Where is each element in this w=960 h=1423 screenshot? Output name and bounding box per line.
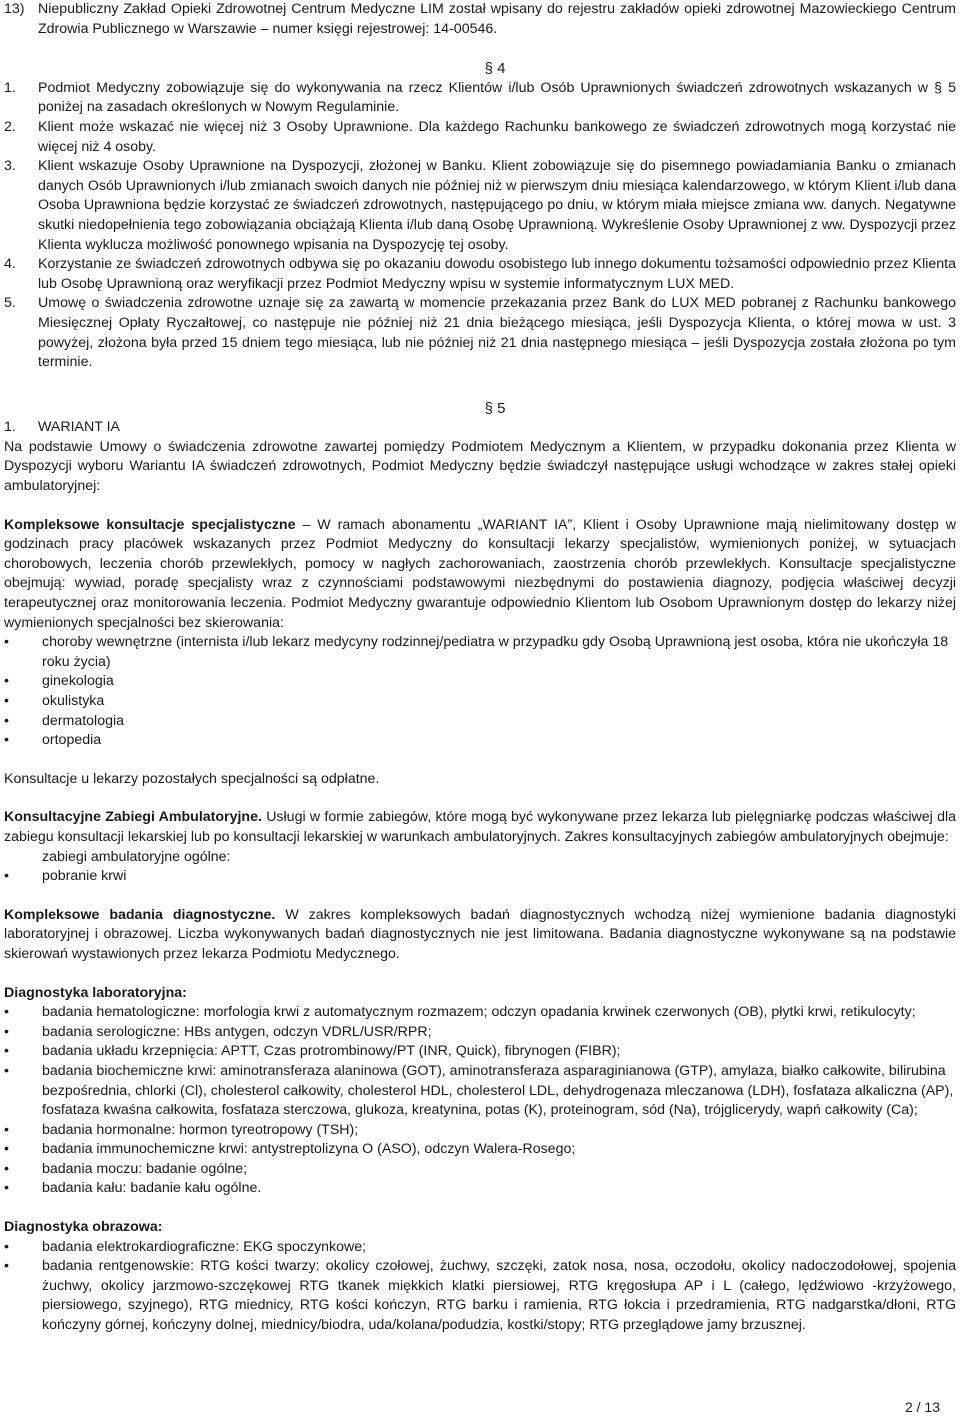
section-4-item: 4. Korzystanie ze świadczeń zdrowotnych odbywa się po okazaniu dowodu osobistego lub innego dokumentu tożsamości odpowiednio przez Klienta lub Osobę Uprawnioną oraz weryfikacji przez Podmiot Medyczny wpisu w systemie informatycznym LUX MED. <box>4 256 956 292</box>
list-item: • badania rentgenowskie: RTG kości twarzy: okolicy czołowej, żuchwy, szczęki, zatok nosa, nosa, oczodołu, okolicy nadoczodołowej, spojenia żuchwy, okolicy jarzmowo-szczękowej RTG tkanek miękkich klatki piersiowej, RTG kręgosłupa AP i L (całego, lędźwiowo -krzyżowego, piersiowego, szyjnego), RTG miednicy, RTG kości kończyn, RTG barku i ramienia, RTG łokcia i przedramienia, RTG nadgarstka/dłoni, RTG kończyny górnej, kończyny dolnej, miednicy/biodra, uda/kolana/podudzia, kostki/stopy; RTG przeglądowe jamy brzusznej. <box>4 1258 956 1334</box>
list-item: • badania hematologiczne: morfologia krwi z automatycznym rozmazem; odczyn opadania krwinek czerwonych (OB), płytki krwi, retikulocyty; <box>4 1004 916 1021</box>
consultations-title: Kompleksowe konsultacje specjalistyczne <box>4 516 296 533</box>
list-item: • badania hormonalne: hormon tyreotropowy (TSH); <box>4 1121 359 1138</box>
paid-note: Konsultacje u lekarzy pozostałych specjalności są odpłatne. <box>4 770 380 787</box>
list-item: • badania biochemiczne krwi: aminotransferaza alaninowa (GOT), aminotransferaza asparaginianowa (GTP), amylaza, białko całkowite, bilirubina bezpośrednia, chlorki (Cl), cholesterol całkowity, cholesterol HDL, cholesterol LDL, dehydrogenaza mleczanowa (LDH), fosfataza alkaliczna (AP), fosfataza kwaśna całkowita, fosfataza sterczowa, glukoza, kreatynina, potas (K), proteinogram, sód (Na), trójglicerydy, wapń całkowity (Ca); <box>4 1062 954 1119</box>
section-4-item: 2. Klient może wskazać nie więcej niż 3 Osoby Uprawnione. Dla każdego Rachunku bankowego ze świadczeń zdrowotnych mogą korzystać nie więcej niż 4 osoby. <box>4 118 956 155</box>
variant-title: WARIANT IA <box>38 419 120 436</box>
variant-intro: Na podstawie Umowy o świadczenia zdrowotne zawartej pomiędzy Podmiotem Medycznym a Klientem, w przypadku dokonania przez Klienta w Dyspozycji wyboru Wariantu IA świadczeń zdrowotnych, Podmiot Medyczny będzie świadczył następujące usługi wchodzące w zakres stałej opieki ambulatoryjnej: <box>4 438 956 495</box>
list-item: • badania serologiczne: HBs antygen, odczyn VDRL/USR/RPR; <box>4 1023 432 1040</box>
section-4-heading: § 4 <box>484 60 506 78</box>
consultations-paragraph: Kompleksowe konsultacje specjalistyczne – W ramach abonamentu „WARIANT IA”, Klient i Osoby Uprawnione mają nielimitowany dostęp w godzinach pracy placówek wskazanych przez Podmiot Medyczny do konsultacji lekarzy specjalistów, wymienionych poniżej, w sytuacjach chorobowych, leczenia chorób przewlekłych, pomocy w nagłych zachorowaniach, zaostrzenia chorób przewlekłych. Konsultacje specjalistyczne obejmują: wywiad, poradę specjalisty wraz z czynnościami podstawowymi niezbędnymi do postawienia diagnozy, podjęcia właściwej decyzji terapeutycznej oraz monitorowania leczenia. Podmiot Medyczny gwarantuje odpowiednio Klientom lub Osobom Uprawnionym dostęp do lekarzy niżej wymienionych specjalności bez skierowania: <box>4 516 956 631</box>
section-5-heading: § 5 <box>484 399 506 417</box>
list-item: • okulistyka <box>4 693 105 709</box>
lab-diagnostics-title: Diagnostyka laboratoryjna: <box>4 984 187 1001</box>
list-item: • badania elektrokardiograficzne: EKG spoczynkowe; <box>4 1238 367 1255</box>
diagnostics-paragraph: Kompleksowe badania diagnostyczne. W zakres kompleksowych badań diagnostycznych wchodzą niżej wymienione badania diagnostyki laboratoryjnej i obrazowej. Liczba wykonywanych badań diagnostycznych nie jest limitowana. Badania diagnostyczne wykonywane są na podstawie skierowań wystawionych przez lekarza Podmiotu Medycznego. <box>4 906 956 962</box>
list-item: • badania układu krzepnięcia: APTT, Czas protrombinowy/PT (INR, Quick), fibrynogen (FIBR); <box>4 1043 621 1060</box>
list-item: • badania moczu: badanie ogólne; <box>4 1160 248 1177</box>
imaging-diagnostics-title: Diagnostyka obrazowa: <box>4 1219 163 1236</box>
list-item: • ginekologia <box>4 673 114 690</box>
page-number: 2 / 13 <box>904 1399 940 1415</box>
procedures-paragraph: Konsultacyjne Zabiegi Ambulatoryjne. Usługi w formie zabiegów, które mogą być wykonywane przez lekarza lub pielęgniarkę podczas właściwej dla zabiegu konsultacji lekarskiej lub po konsultacji lekarskiej w warunkach ambulatoryjnych. Zakres konsultacyjnych zabiegów ambulatoryjnych obejmuje: <box>4 809 956 845</box>
procedures-title: Konsultacyjne Zabiegi Ambulatoryjne. <box>4 809 262 826</box>
section-4-item: 3. Klient wskazuje Osoby Uprawnione na Dyspozycji, złożonej w Banku. Klient zobowiązuje się do pisemnego powiadamiania Banku o zmianach danych Osób Uprawnionych i/lub zmianach swoich danych nie później niż w pierwszym dniu miesiąca kalendarzowego, w którym Klient i/lub dana Osoba Uprawniona będzie korzystać ze świadczeń zdrowotnych, następującego po dniu, w którym miała miejsce zmiana ww. danych. Negatywne skutki niedopełnienia tego zobowiązania obciążają Klienta i/lub daną Osobę Uprawnioną. Wykreślenie Osoby Uprawnionej z ww. Dyspozycji przez Klienta wyklucza możliwość ponownego wpisania na Dyspozycję tej osoby. <box>4 158 956 253</box>
list-item: • ortopedia <box>4 732 102 749</box>
list-item: • pobranie krwi <box>4 868 127 885</box>
variant-heading: 1. WARIANT IA <box>4 418 956 438</box>
list-item: • badania kału: badanie kału ogólne. <box>4 1180 262 1197</box>
diagnostics-title: Kompleksowe badania diagnostyczne. <box>4 906 276 923</box>
procedures-subtitle: zabiegi ambulatoryjne ogólne: <box>42 848 231 865</box>
intro-number: 13) <box>4 1 25 17</box>
list-item: • choroby wewnętrzne (internista i/lub lekarz medycyny rodzinnej/pediatra w przypadku gdy Osobą Uprawnioną jest osoba, która nie ukończyła 18 roku życia) <box>4 634 949 670</box>
section-4-item: 5. Umowę o świadczenia zdrowotne uznaje się za zawartą w momencie przekazania przez Bank do LUX MED pobranej z Rachunku bankowego Miesięcznej Opłaty Ryczałtowej, co następuje nie później niż 21 dnia bieżącego miesiąca, jeśli Dyspozycja Klienta, o której mowa w ust. 3 powyżej, złożona była przed 15 dniem tego miesiąca, lub nie później niż 21 dnia następnego miesiąca – jeśli Dyspozycja została złożona po tym terminie. <box>4 295 956 371</box>
list-item: • dermatologia <box>4 712 125 729</box>
intro-text: Niepubliczny Zakład Opieki Zdrowotnej Centrum Medyczne LIM został wpisany do rejestru zakładów opieki zdrowotnej Mazowieckiego Centrum Zdrowia Publicznego w Warszawie – numer księgi rejestrowej: 14-00546. <box>38 1 956 37</box>
intro-paragraph <box>4 0 956 39</box>
section-4-item: 1. Podmiot Medyczny zobowiązuje się do wykonywania na rzecz Klientów i/lub Osób Uprawnionych świadczeń zdrowotnych wskazanych w § 5 poniżej na zasadach określonych w Nowym Regulaminie. <box>4 79 956 116</box>
list-item: • badania immunochemiczne krwi: antystreptolizyna O (ASO), odczyn Walera-Rosego; <box>4 1141 576 1158</box>
